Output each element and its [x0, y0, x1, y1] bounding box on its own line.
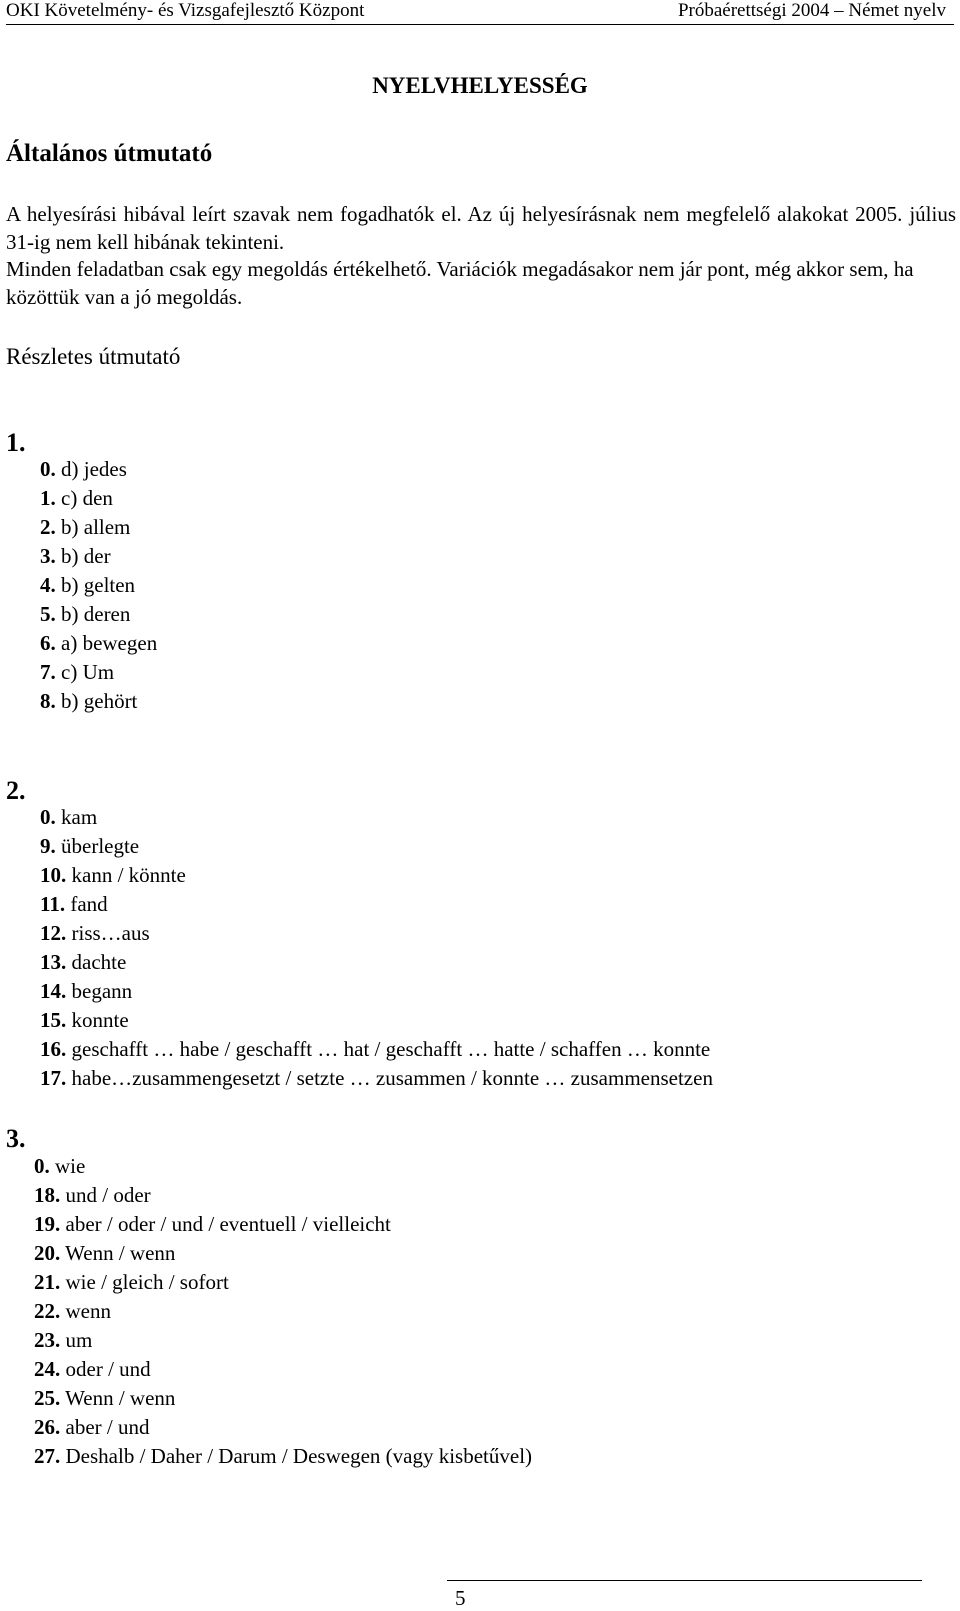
answer-item	[34, 1239, 532, 1268]
answer-item	[34, 1210, 532, 1239]
general-guide-heading: Általános útmutató	[6, 140, 213, 167]
answer-item	[40, 629, 157, 658]
item-answer: wenn	[65, 1299, 111, 1323]
answer-item	[34, 1268, 532, 1297]
item-answer: b) allem	[61, 515, 131, 539]
item-number: 7.	[40, 660, 56, 684]
item-answer: b) der	[61, 544, 111, 568]
item-answer: c) Um	[61, 660, 115, 684]
item-number: 0.	[40, 805, 56, 829]
item-answer: b) deren	[61, 602, 131, 626]
footer-rule	[447, 1580, 922, 1581]
section-2-answer-list	[40, 803, 713, 1093]
item-answer: b) gelten	[61, 573, 136, 597]
item-answer: konnte	[71, 1008, 129, 1032]
item-number: 11.	[40, 892, 66, 916]
item-number: 27.	[34, 1444, 61, 1468]
item-number: 0.	[34, 1154, 50, 1178]
answer-item	[40, 1064, 713, 1093]
item-answer: begann	[71, 979, 133, 1003]
item-number: 19.	[34, 1212, 61, 1236]
item-answer: und / oder	[65, 1183, 151, 1207]
item-number: 12.	[40, 921, 67, 945]
item-number: 8.	[40, 689, 56, 713]
answer-item	[34, 1326, 532, 1355]
answer-item	[40, 890, 713, 919]
item-number: 23.	[34, 1328, 61, 1352]
item-number: 10.	[40, 863, 67, 887]
item-number: 13.	[40, 950, 67, 974]
answer-item	[40, 1006, 713, 1035]
answer-item	[40, 861, 713, 890]
answer-item	[40, 542, 157, 571]
item-answer: oder / und	[65, 1357, 151, 1381]
answer-item	[40, 1035, 713, 1064]
header-right: Próbaérettségi 2004 – Német nyelv	[677, 0, 946, 21]
page-title: NYELVHELYESSÉG	[372, 73, 588, 98]
item-answer: aber / oder / und / eventuell / vielleicht	[65, 1212, 391, 1236]
item-number: 18.	[34, 1183, 61, 1207]
item-number: 4.	[40, 573, 56, 597]
detailed-guide-heading: Részletes útmutató	[6, 344, 181, 369]
item-number: 21.	[34, 1270, 61, 1294]
answer-item	[40, 919, 713, 948]
item-number: 5.	[40, 602, 56, 626]
general-paragraph-1: A helyesírási hibával leírt szavak nem fogadhatók el. Az új helyesírásnak nem megfelelő alakokat 2005. július 31-ig nem kell hibának tekinteni.	[6, 202, 956, 254]
answer-item	[40, 571, 157, 600]
item-number: 2.	[40, 515, 56, 539]
item-number: 26.	[34, 1415, 61, 1439]
item-answer: d) jedes	[61, 457, 127, 481]
answer-item	[40, 832, 713, 861]
header-left: OKI Követelmény- és Vizsgafejlesztő Központ	[6, 0, 365, 21]
item-answer: a) bewegen	[61, 631, 158, 655]
item-number: 9.	[40, 834, 56, 858]
answer-item	[34, 1413, 532, 1442]
answer-item	[34, 1442, 532, 1471]
page-number: 5	[455, 1586, 466, 1610]
section-3-number: 3.	[6, 1124, 26, 1153]
answer-item	[40, 513, 157, 542]
answer-item	[34, 1181, 532, 1210]
section-1-number: 1.	[6, 428, 26, 457]
answer-item	[40, 977, 713, 1006]
answer-item	[34, 1384, 532, 1413]
item-number: 24.	[34, 1357, 61, 1381]
answer-item	[34, 1152, 532, 1181]
general-paragraph-2: Minden feladatban csak egy megoldás értékelhető. Variációk megadásakor nem jár pont, még akkor sem, ha közöttük van a jó megoldás.	[6, 257, 914, 309]
item-number: 25.	[34, 1386, 61, 1410]
item-answer: Wenn / wenn	[65, 1386, 176, 1410]
item-answer: aber / und	[65, 1415, 150, 1439]
item-answer: fand	[70, 892, 108, 916]
item-number: 1.	[40, 486, 56, 510]
item-answer: kam	[61, 805, 98, 829]
answer-item	[40, 948, 713, 977]
item-answer: wie / gleich / sofort	[65, 1270, 229, 1294]
item-answer: kann / könnte	[71, 863, 186, 887]
item-answer: überlegte	[61, 834, 140, 858]
item-answer: habe…zusammengesetzt / setzte … zusammen / konnte … zusammensetzen	[71, 1066, 713, 1090]
item-number: 17.	[40, 1066, 67, 1090]
section-1-answer-list	[40, 455, 157, 716]
item-answer: Deshalb / Daher / Darum / Deswegen (vagy kisbetűvel)	[65, 1444, 533, 1468]
item-answer: um	[65, 1328, 93, 1352]
answer-item	[40, 687, 157, 716]
section-2-number: 2.	[6, 776, 26, 805]
item-answer: b) gehört	[61, 689, 138, 713]
answer-item	[40, 484, 157, 513]
answer-item	[40, 600, 157, 629]
section-3-answer-list	[34, 1152, 532, 1471]
item-answer: dachte	[71, 950, 127, 974]
item-number: 22.	[34, 1299, 61, 1323]
item-number: 15.	[40, 1008, 67, 1032]
answer-item	[40, 658, 157, 687]
item-number: 6.	[40, 631, 56, 655]
answer-item	[40, 455, 157, 484]
answer-item	[40, 803, 713, 832]
item-number: 16.	[40, 1037, 67, 1061]
item-number: 14.	[40, 979, 67, 1003]
item-number: 20.	[34, 1241, 61, 1265]
item-answer: geschafft … habe / geschafft … hat / geschafft … hatte / schaffen … konnte	[71, 1037, 711, 1061]
item-number: 0.	[40, 457, 56, 481]
item-number: 3.	[40, 544, 56, 568]
page-header	[0, 0, 960, 22]
item-answer: Wenn / wenn	[65, 1241, 176, 1265]
item-answer: wie	[55, 1154, 86, 1178]
answer-item	[34, 1355, 532, 1384]
item-answer: c) den	[61, 486, 113, 510]
header-rule	[6, 24, 954, 25]
item-answer: riss…aus	[71, 921, 150, 945]
answer-item	[34, 1297, 532, 1326]
